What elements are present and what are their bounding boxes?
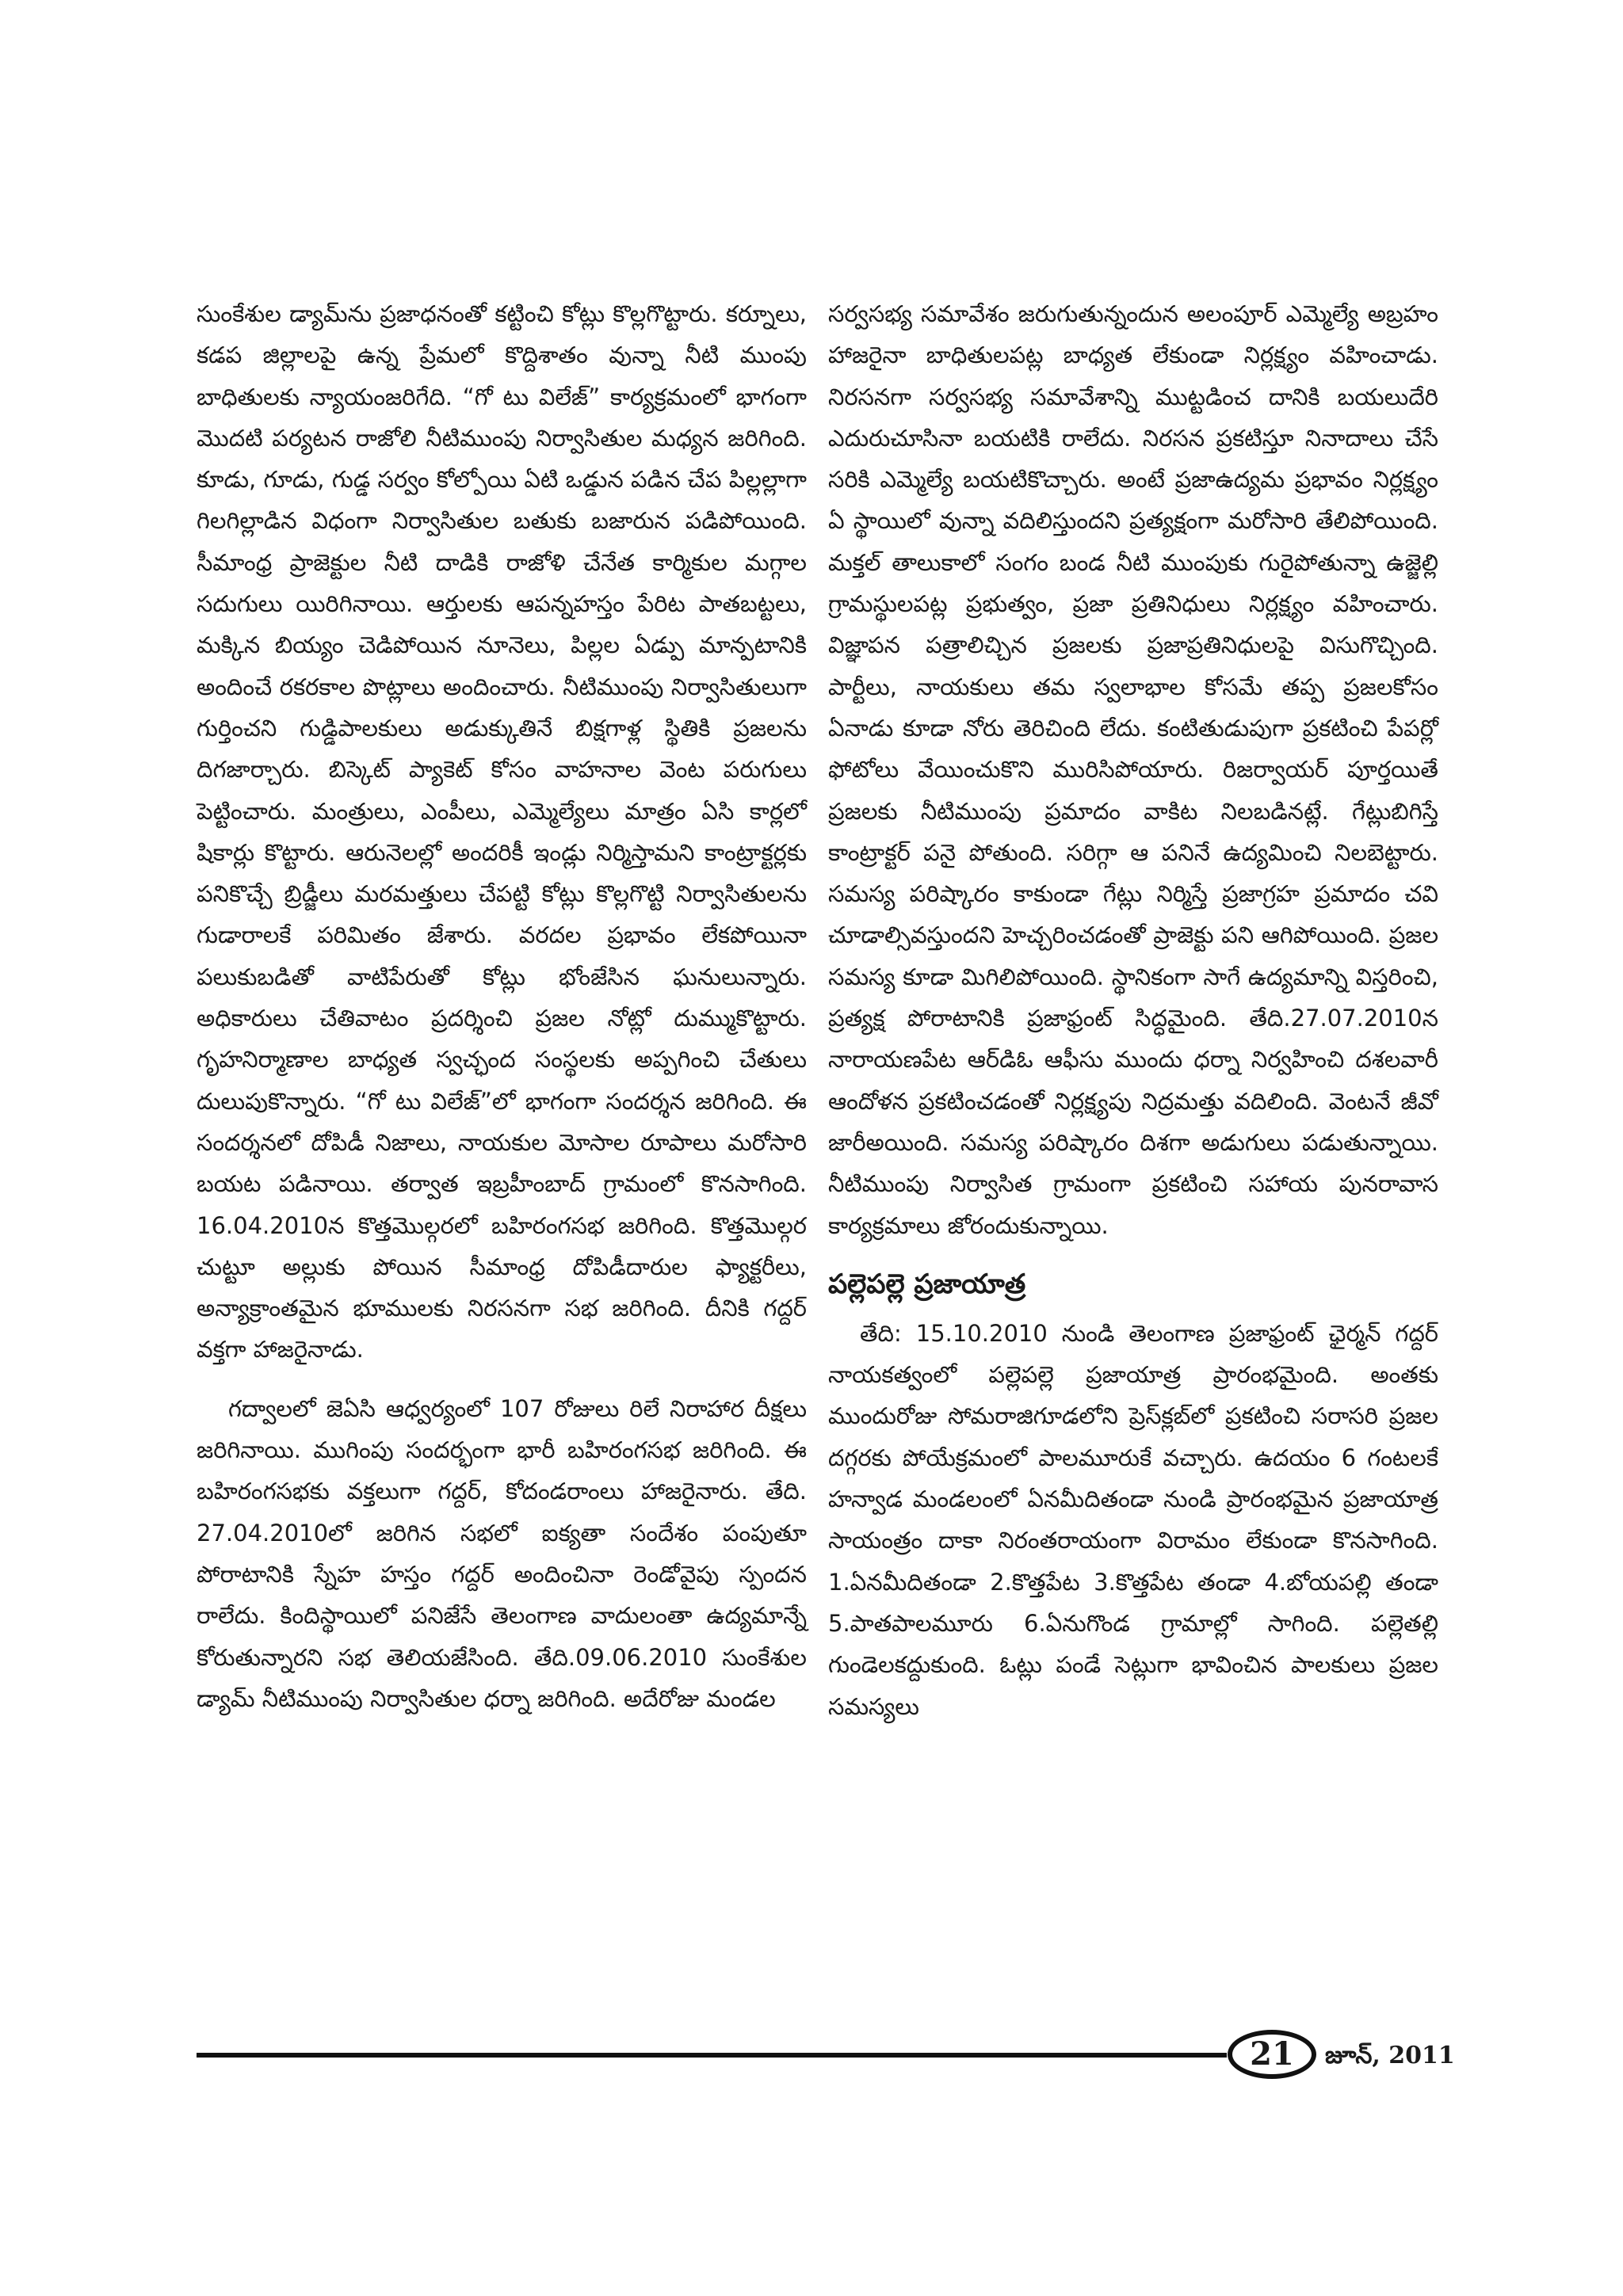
issue-date: జూన్, 2011: [1325, 2042, 1455, 2069]
right-column: [828, 293, 1438, 1727]
section-heading: పల్లెపల్లె ప్రజాయాత్ర: [828, 1268, 1026, 1300]
right-paragraph-1: సర్వసభ్య సమావేశం జరుగుతున్నందున అలంపూర్ ఎమ్మెల్యే అబ్రహం హాజరైనా బాధితులపట్ల బాధ్యత లేకుండా నిర్లక్ష్యం వహించాడు. నిరసనగా సర్వసభ్య సమావేశాన్ని ముట్టడించ దానికి బయలుదేరి ఎదురుచూసినా బయటికి రాలేదు. నిరసన ప్రకటిస్తూ నినాదాలు చేసే సరికి ఎమ్మెల్యే బయటికొచ్చారు. అంటే ప్రజాఉద్యమ ప్రభావం నిర్లక్ష్యం ఏ స్థాయిలో వున్నా వదిలిస్తుందని ప్రత్యక్షంగా మరోసారి తేలిపోయింది. మక్తల్ తాలుకాలో సంగం బండ నీటి ముంపుకు గురైపోతున్నా ఉజ్జెల్లి గ్రామస్థులపట్ల ప్రభుత్వం, ప్రజా ప్రతినిధులు నిర్లక్ష్యం వహించారు. విజ్ఞాపన పత్రాలిచ్చిన ప్రజలకు ప్రజాప్రతినిధులపై విసుగొచ్చింది. పార్టీలు, నాయకులు తమ స్వలాభాల కోసమే తప్ప ప్రజలకోసం ఏనాడు కూడా నోరు తెరిచింది లేదు. కంటితుడుపుగా ప్రకటించి పేపర్లో ఫోటోలు వేయించుకొని మురిసిపోయారు. రిజర్వాయర్ పూర్తయితే ప్రజలకు నీటిముంపు ప్రమాదం వాకిట నిలబడినట్లే. గేట్లుబిగిస్తే కాంట్రాక్టర్ పనై పోతుంది. సరిగ్గా ఆ పనినే ఉద్యమించి నిలబెట్టారు. సమస్య పరిష్కారం కాకుండా గేట్లు నిర్మిస్తే ప్రజాగ్రహ ప్రమాదం చవి చూడాల్సివస్తుందని హెచ్చరించడంతో ప్రాజెక్టు పని ఆగిపోయింది. ప్రజల సమస్య కూడా మిగిలిపోయింది. స్థానికంగా సాగే ఉద్యమాన్ని విస్తరించి, ప్రత్యక్ష పోరాటానికి ప్రజాఫ్రంట్ సిద్ధమైంది. తేది.27.07.2010న నారాయణపేట ఆర్‌డిఓ ఆఫీసు ముందు ధర్నా నిర్వహించి దశలవారీ ఆందోళన ప్రకటించడంతో నిర్లక్ష్యపు నిద్రమత్తు వదిలింది. వెంటనే జీవో జారీఅయింది. సమస్య పరిష్కారం దిశగా అడుగులు పడుతున్నాయి. నీటిముంపు నిర్వాసిత గ్రామంగా ప్రకటించి సహాయ పునరావాస కార్యక్రమాలు జోరందుకున్నాయి.: [828, 300, 1438, 1239]
page-number: 21: [1250, 2035, 1294, 2073]
left-paragraph-2: గద్వాలలో జెఏసి ఆధ్వర్యంలో 107 రోజులు రిలే నిరాహార దీక్షలు జరిగినాయి. ముగింపు సందర్భంగా భారీ బహిరంగసభ జరిగింది. ఈ బహిరంగసభకు వక్తలుగా గద్దర్, కోదండరాంలు హాజరైనారు. తేది. 27.04.2010లో జరిగిన సభలో ఐక్యతా సందేశం పంపుతూ పోరాటానికి స్నేహ హస్తం గద్దర్ అందించినా రెండోవైపు స్పందన రాలేదు. కిందిస్థాయిలో పనిజేసే తెలంగాణ వాదులంతా ఉద్యమాన్నే కోరుతున్నారని సభ తెలియజేసింది. తేది.09.06.2010 సుంకేశుల డ్యామ్ నీటిముంపు నిర్వాసితుల ధర్నా జరిగింది. అదేరోజు మండల: [197, 1394, 807, 1712]
left-paragraph-1: సుంకేశుల డ్యామ్‌ను ప్రజాధనంతో కట్టించి కోట్లు కొల్లగొట్టారు. కర్నూలు, కడప జిల్లాలపై ఉన్న ప్రేమలో కొద్దిశాతం వున్నా నీటి ముంపు బాధితులకు న్యాయంజరిగేది. “గో టు విలేజ్” కార్యక్రమంలో భాగంగా మొదటి పర్యటన రాజోలి నీటిముంపు నిర్వాసితుల మధ్యన జరిగింది. కూడు, గూడు, గుడ్డ సర్వం కోల్పోయి ఏటి ఒడ్డున పడిన చేప పిల్లల్లాగా గిలగిల్లాడిన విధంగా నిర్వాసితుల బతుకు బజారున పడిపోయింది. సీమాంధ్ర ప్రాజెక్టుల నీటి దాడికి రాజోళి చేనేత కార్మికుల మగ్గాల సదుగులు యిరిగినాయి. ఆర్తులకు ఆపన్నహస్తం పేరిట పాతబట్టలు, మక్కిన బియ్యం చెడిపోయిన నూనెలు, పిల్లల ఏడ్పు మాన్పటానికి అందించే రకరకాల పొట్లాలు అందించారు. నీటిముంపు నిర్వాసితులుగా గుర్తించని గుడ్డిపాలకులు అడుక్కుతినే బిక్షగాళ్ల స్థితికి ప్రజలను దిగజార్చారు. బిస్కెట్ ప్యాకెట్ కోసం వాహనాల వెంట పరుగులు పెట్టించారు. మంత్రులు, ఎంపీలు, ఎమ్మెల్యేలు మాత్రం ఏసి కార్లలో షికార్లు కొట్టారు. ఆరునెలల్లో అందరికీ ఇండ్లు నిర్మిస్తామని కాంట్రాక్టర్లకు పనికొచ్చే బ్రిడ్జీలు మరమత్తులు చేపట్టి కోట్లు కొల్లగొట్టి నిర్వాసితులను గుడారాలకే పరిమితం జేశారు. వరదల ప్రభావం లేకపోయినా పలుకుబడితో వాటిపేరుతో కోట్లు భోంజేసిన ఘనులున్నారు. అధికారులు చేతివాటం ప్రదర్శించి ప్రజల నోట్లో దుమ్ముకొట్టారు. గృహనిర్మాణాల బాధ్యత స్వచ్ఛంద సంస్థలకు అప్పగించి చేతులు దులుపుకొన్నారు. “గో టు విలేజ్”లో భాగంగా సందర్శన జరిగింది. ఈ సందర్శనలో దోపిడీ నిజాలు, నాయకుల మోసాల రూపాలు మరోసారి బయట పడినాయి. తర్వాత ఇబ్రహీంబాద్ గ్రామంలో కొనసాగింది. 16.04.2010న కొత్తమొల్గరలో బహిరంగసభ జరిగింది. కొత్తమొల్గర చుట్టూ అల్లుకు పోయిన సీమాంధ్ర దోపిడీదారుల ఫ్యాక్టరీలు, అన్యాక్రాంతమైన భూములకు నిరసనగా సభ జరిగింది. దీనికి గద్దర్ వక్తగా హాజరైనాడు.: [197, 300, 807, 1363]
right-paragraph-2: తేది: 15.10.2010 నుండి తెలంగాణ ప్రజాఫ్రంట్ ఛైర్మన్ గద్దర్ నాయకత్వంలో పల్లెపల్లె ప్రజాయాత్ర ప్రారంభమైంది. అంతకు ముందురోజు సోమరాజిగూడలోని ప్రెస్‌క్లబ్‌లో ప్రకటించి సరాసరి ప్రజల దగ్గరకు పోయేక్రమంలో పాలమూరుకే వచ్చారు. ఉదయం 6 గంటలకే హన్వాడ మండలంలో ఏనమీదితండా నుండి ప్రారంభమైన ప్రజాయాత్ర సాయంత్రం దాకా నిరంతరాయంగా విరామం లేకుండా కొనసాగింది. 1.ఏనమీదితండా 2.కొత్తపేట 3.కొత్తపేట తండా 4.బోయపల్లి తండా 5.పాతపాలమూరు 6.ఏనుగొండ గ్రామాల్లో సాగింది. పల్లెతల్లి గుండెలకద్దుకుంది. ఓట్లు పండే సెట్లుగా భావించిన పాలకులు ప్రజల సమస్యలు: [828, 1319, 1438, 1720]
page-number-badge: [1228, 2030, 1316, 2079]
footer-rule: [197, 2053, 1227, 2058]
left-column: [197, 293, 807, 1719]
